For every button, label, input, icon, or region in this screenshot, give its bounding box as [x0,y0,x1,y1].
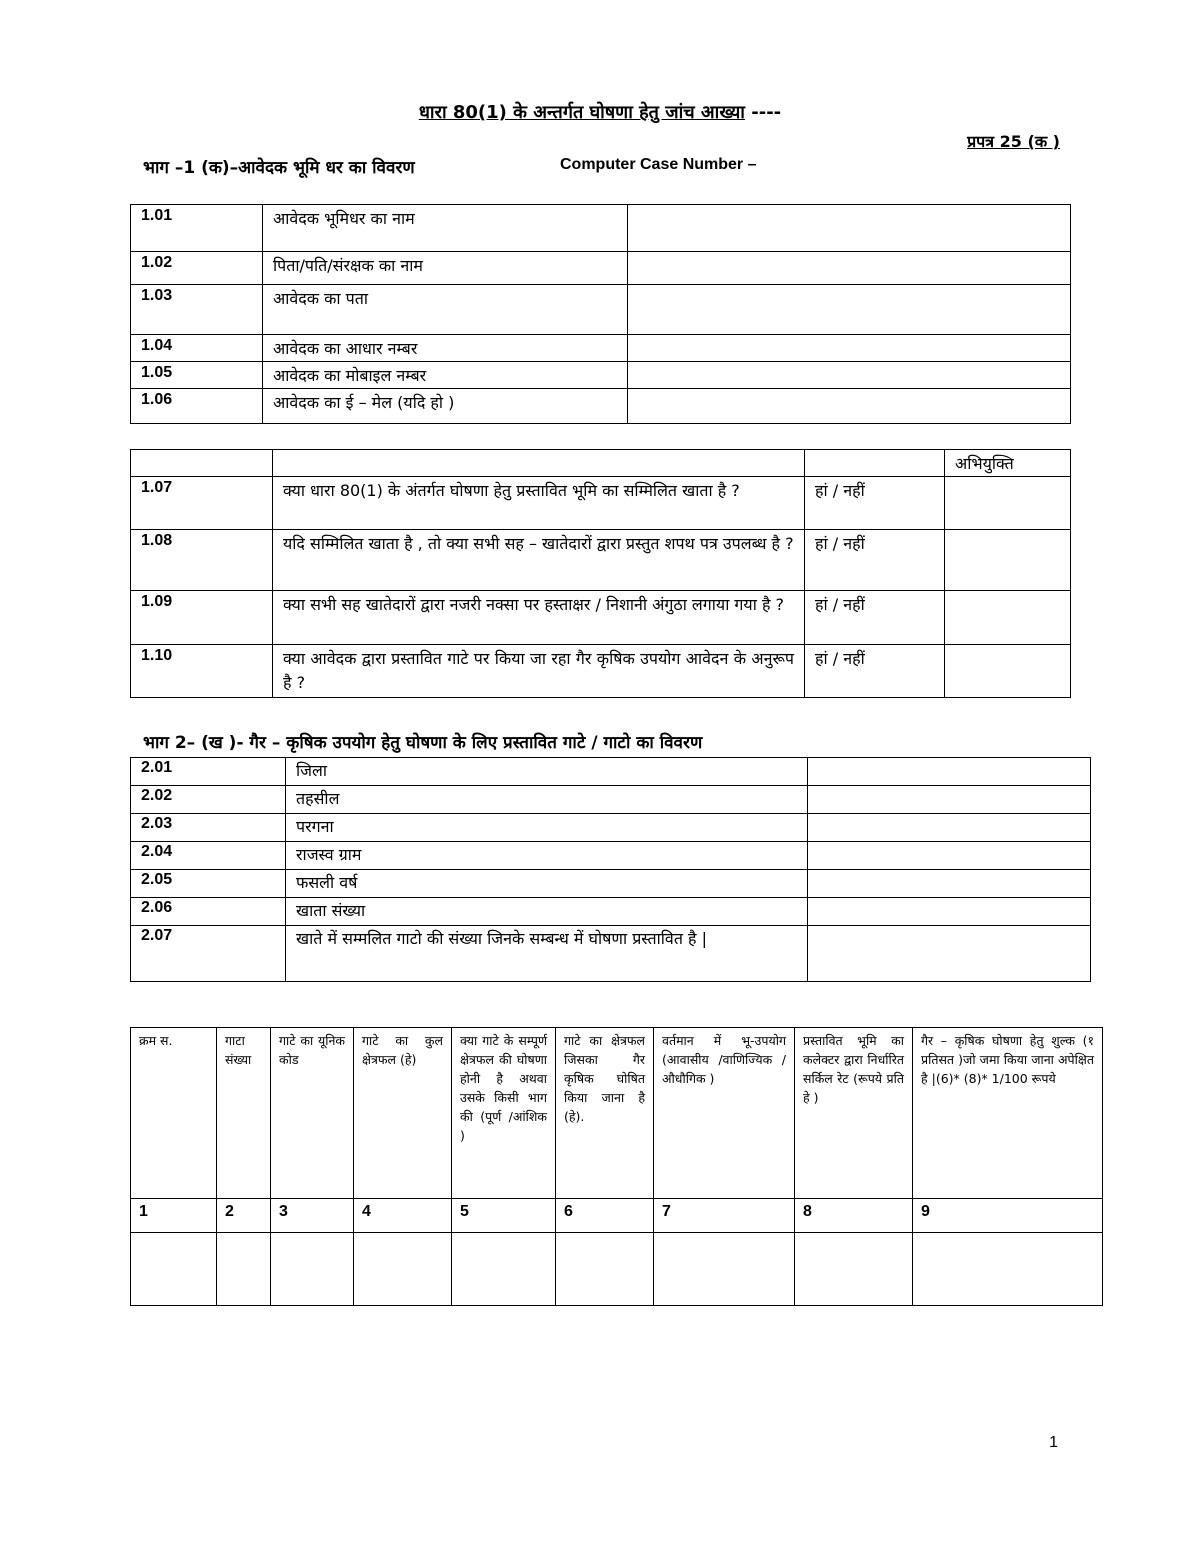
form-number: प्रपत्र 25 (क ) [967,132,1060,151]
row-number: 1.03 [131,285,263,335]
data-cell[interactable] [217,1233,271,1306]
table-row [131,898,1091,926]
column-number: 9 [913,1199,1103,1233]
row-number: 2.04 [131,842,286,870]
table-row [131,477,1071,530]
row-label: परगना [286,814,808,842]
table-header-row [131,1028,1103,1199]
data-cell[interactable] [452,1233,556,1306]
column-number: 8 [795,1199,913,1233]
plot-count-field[interactable] [808,926,1091,982]
question-text: क्या धारा 80(1) के अंतर्गत घोषणा हेतु प्रस्तावित भूमि का सम्मिलित खाता है ? [273,477,805,530]
column-number: 6 [556,1199,654,1233]
data-cell[interactable] [131,1233,217,1306]
row-number: 1.02 [131,252,263,285]
table-row [131,645,1071,698]
yes-no-option[interactable]: हां / नहीं [805,530,945,591]
data-cell[interactable] [795,1233,913,1306]
row-label: जिला [286,758,808,786]
table-row [131,1233,1103,1306]
section1-heading: भाग –1 (क)–आवेदक भूमि धर का विवरण [143,158,415,178]
page-number: 1 [1049,1434,1058,1451]
row-label: आवेदक भूमिधर का नाम [263,205,628,252]
row-number: 2.05 [131,870,286,898]
row-number: 2.02 [131,786,286,814]
page-title [0,100,1200,124]
fasli-year-field[interactable] [808,870,1091,898]
table-row [131,335,1071,362]
table-row [131,591,1071,645]
questions-table [130,449,1071,698]
remark-field[interactable] [945,591,1071,645]
row-number: 1.05 [131,362,263,389]
row-label: आवेदक का आधार नम्बर [263,335,628,362]
row-number: 2.03 [131,814,286,842]
column-header: गाटे का कुल क्षेत्रफल (हे) [354,1028,452,1199]
row-label: पिता/पति/संरक्षक का नाम [263,252,628,285]
row-number: 1.06 [131,389,263,424]
table-row [131,758,1091,786]
table-row [131,389,1071,424]
data-cell[interactable] [913,1233,1103,1306]
table-row [131,926,1091,982]
table-row [131,285,1071,335]
row-label: आवेदक का ई – मेल (यदि हो ) [263,389,628,424]
khata-number-field[interactable] [808,898,1091,926]
table-row [131,252,1071,285]
column-header: वर्तमान में भू-उपयोग (आवासीय /वाणिज्यिक /औधौगिक ) [654,1028,795,1199]
table-row [131,786,1091,814]
row-number: 1.01 [131,205,263,252]
row-label: आवेदक का पता [263,285,628,335]
data-cell[interactable] [654,1233,795,1306]
table-header-row [131,450,1071,477]
column-header: गाटे का क्षेत्रफल जिसका गैर कृषिक घोषित किया जाना है (हे). [556,1028,654,1199]
table-row [131,362,1071,389]
table-row [131,530,1071,591]
data-cell[interactable] [354,1233,452,1306]
title-text: धारा 80(1) के अन्तर्गत घोषणा हेतु जांच आख्या [418,102,745,123]
mobile-field[interactable] [628,362,1071,389]
column-header: गाटा संख्या [217,1028,271,1199]
column-header: गाटे का यूनिक कोड [271,1028,354,1199]
column-number: 1 [131,1199,217,1233]
table-row [131,842,1091,870]
applicant-name-field[interactable] [628,205,1071,252]
column-header: क्रम स. [131,1028,217,1199]
pargana-field[interactable] [808,814,1091,842]
yes-no-option[interactable]: हां / नहीं [805,591,945,645]
row-label: आवेदक का मोबाइल नम्बर [263,362,628,389]
data-cell[interactable] [271,1233,354,1306]
row-number: 2.07 [131,926,286,982]
data-cell[interactable] [556,1233,654,1306]
row-label: तहसील [286,786,808,814]
applicant-table [130,204,1071,424]
remark-field[interactable] [945,477,1071,530]
column-header: गैर – कृषिक घोषणा हेतु शुल्क (१ प्रतिसत )जो जमा किया जाना अपेक्षित है |(6)* (8)* 1/100 रूपये [913,1028,1103,1199]
row-number: 1.08 [131,530,273,591]
row-number: 1.07 [131,477,273,530]
table-row [131,814,1091,842]
plot-details-table [130,757,1091,982]
row-number: 2.01 [131,758,286,786]
section2-heading: भाग 2– (ख )- गैर – कृषिक उपयोग हेतु घोषणा के लिए प्रस्तावित गाटे / गाटो का विवरण [143,733,703,753]
email-field[interactable] [628,389,1071,424]
title-suffix: ---- [751,102,782,123]
tehsil-field[interactable] [808,786,1091,814]
column-number: 3 [271,1199,354,1233]
plot-declaration-table [130,1027,1103,1306]
row-number: 2.06 [131,898,286,926]
district-field[interactable] [808,758,1091,786]
remarks-header: अभियुक्ति [945,450,1071,477]
column-header: प्रस्तावित भूमि का कलेक्टर द्वारा निर्धारित सर्किल रेट (रूपये प्रति हे ) [795,1028,913,1199]
column-number: 2 [217,1199,271,1233]
revenue-village-field[interactable] [808,842,1091,870]
guardian-name-field[interactable] [628,252,1071,285]
remark-field[interactable] [945,530,1071,591]
column-number: 5 [452,1199,556,1233]
question-text: क्या आवेदक द्वारा प्रस्तावित गाटे पर किया जा रहा गैर कृषिक उपयोग आवेदन के अनुरूप है ? [273,645,805,698]
row-label: राजस्व ग्राम [286,842,808,870]
question-text: क्या सभी सह खातेदारों द्वारा नजरी नक्सा पर हस्ताक्षर / निशानी अंगुठा लगाया गया है ? [273,591,805,645]
table-row [131,870,1091,898]
row-number: 1.09 [131,591,273,645]
remark-field[interactable] [945,645,1071,698]
row-number: 1.04 [131,335,263,362]
question-text: यदि सम्मिलित खाता है , तो क्या सभी सह – खातेदारों द्वारा प्रस्तुत शपथ पत्र उपलब्ध है ? [273,530,805,591]
column-number-row [131,1199,1103,1233]
yes-no-option[interactable]: हां / नहीं [805,477,945,530]
column-header: क्या गाटे के सम्पूर्ण क्षेत्रफल की घोषणा होनी है अथवा उसके किसी भाग की (पूर्ण /आंशिक ) [452,1028,556,1199]
case-number-label: Computer Case Number – [560,156,757,173]
row-label: खाते में सम्मलित गाटो की संख्या जिनके सम्बन्ध में घोषणा प्रस्तावित है | [286,926,808,982]
row-number: 1.10 [131,645,273,698]
yes-no-option[interactable]: हां / नहीं [805,645,945,698]
address-field[interactable] [628,285,1071,335]
table-row [131,205,1071,252]
column-number: 7 [654,1199,795,1233]
row-label: खाता संख्या [286,898,808,926]
column-number: 4 [354,1199,452,1233]
row-label: फसली वर्ष [286,870,808,898]
aadhaar-field[interactable] [628,335,1071,362]
